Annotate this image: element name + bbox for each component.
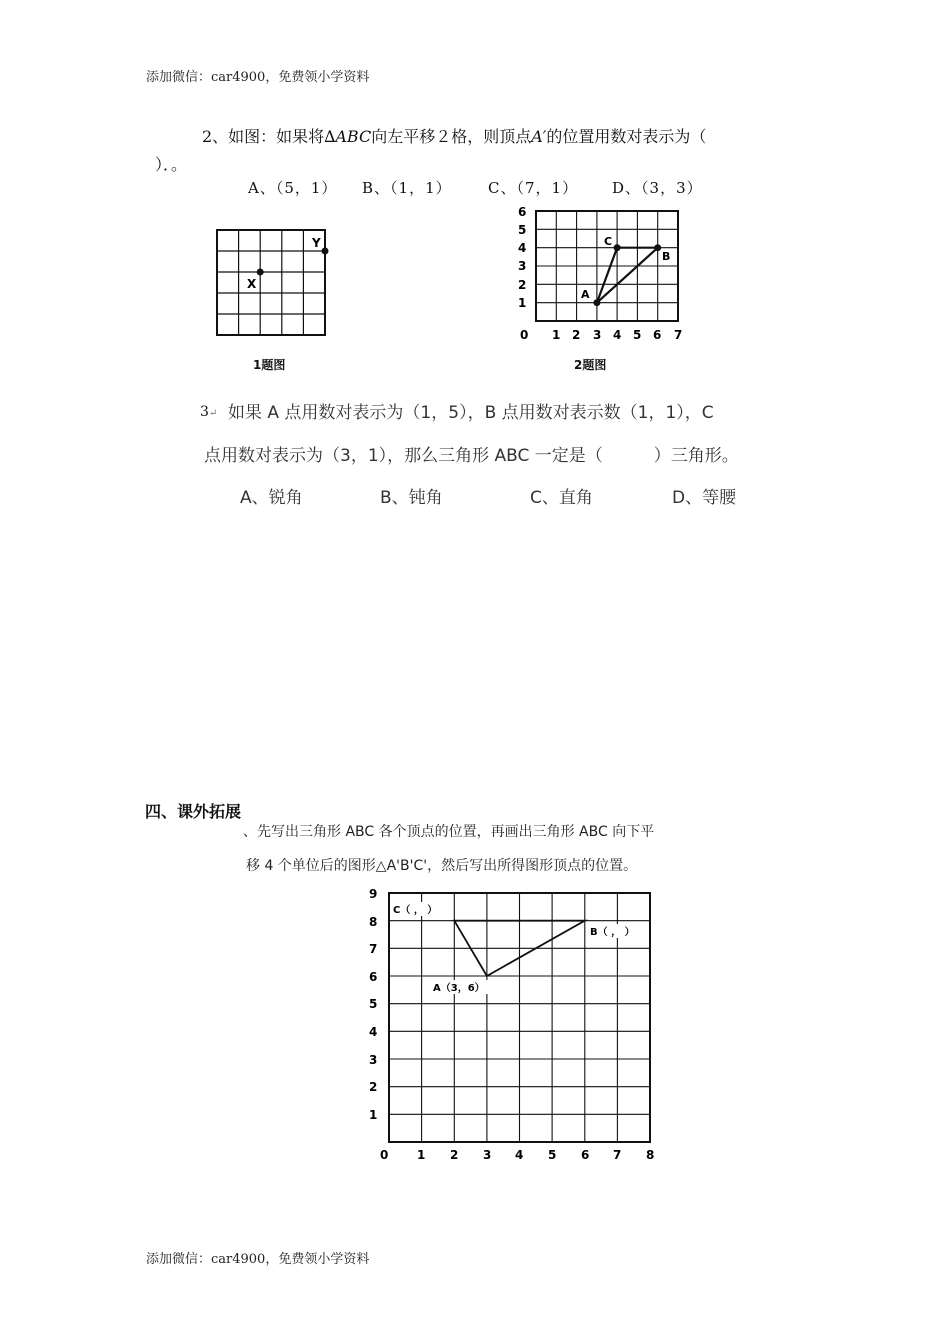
- q2-option-c: C、（7，1）: [488, 179, 579, 197]
- point-x-label: X: [247, 277, 257, 291]
- y-tick: 8: [369, 915, 378, 929]
- q3-line2: 点用数对表示为（3，1），那么三角形 ABC 一定是（ ）三角形。: [204, 446, 739, 466]
- q3-option-c: C、直角: [530, 488, 593, 508]
- x-tick: 1: [552, 328, 561, 342]
- q2-vertex: A′: [531, 127, 547, 146]
- y-tick: 5: [369, 997, 378, 1011]
- page-footer: 添加微信：car4900，免费领小学资料: [146, 1252, 370, 1267]
- vertex-b-label: B: [662, 250, 671, 263]
- x-tick: 3: [593, 328, 602, 342]
- q2-option-b: B、（1，1）: [362, 179, 452, 197]
- x-tick: 4: [613, 328, 622, 342]
- y-tick: 1: [518, 296, 527, 310]
- x-tick: 8: [646, 1148, 655, 1162]
- figure-2-caption: 2题图: [574, 358, 607, 372]
- page-header: 添加微信：car4900，免费领小学资料: [146, 70, 370, 85]
- section4-line2: 移 4 个单位后的图形△A'B'C'，然后写出所得图形顶点的位置。: [246, 858, 638, 874]
- y-tick: 6: [369, 970, 378, 984]
- x-tick: 5: [548, 1148, 557, 1162]
- question-2-line1: [202, 124, 706, 147]
- x-tick: 2: [572, 328, 581, 342]
- figure-2-grid: [508, 200, 693, 350]
- q2-option-d: D、（3，3）: [612, 179, 703, 197]
- vertex-a-label: A: [581, 288, 590, 301]
- vertex-b-label: B（ ， ）: [590, 927, 635, 938]
- x-tick: 7: [674, 328, 683, 342]
- vertex-a-label: A（3，6）: [433, 983, 485, 994]
- x-tick: 2: [450, 1148, 459, 1162]
- y-tick: 2: [518, 278, 527, 292]
- x-tick: 6: [581, 1148, 590, 1162]
- section-title: 四、课外拓展: [145, 802, 242, 821]
- q2-option-a: A、（5，1）: [248, 179, 338, 197]
- point-y-dot: [322, 248, 329, 255]
- vertex-c-label: C（ ， ）: [393, 905, 438, 916]
- q2-middle: 向左平移２格，则顶点: [371, 127, 532, 146]
- y-tick: 6: [518, 205, 527, 219]
- y-tick: 7: [369, 942, 378, 956]
- section4-line1: 、先写出三角形 ABC 各个顶点的位置，再画出三角形 ABC 向下平: [243, 824, 655, 840]
- question-2-line2: ）．。: [155, 155, 188, 174]
- y-tick: 3: [518, 259, 527, 273]
- q3-option-b: B、钝角: [380, 488, 443, 508]
- x-tick: 7: [613, 1148, 622, 1162]
- point-y-label: Y: [312, 236, 321, 250]
- x-tick: 5: [633, 328, 642, 342]
- y-tick: 2: [369, 1080, 378, 1094]
- q3-number: 3↵: [200, 404, 218, 420]
- figure-1-grid: [210, 225, 340, 340]
- x-tick: 1: [417, 1148, 426, 1162]
- q2-suffix: 的位置用数对表示为（: [546, 127, 707, 146]
- vertex-c-label: C: [604, 235, 613, 248]
- y-tick: 5: [518, 223, 527, 237]
- q3-line1: 如果 A 点用数对表示为（1，5），B 点用数对表示数（1，1），C: [228, 403, 714, 423]
- y-tick: 9: [369, 887, 378, 901]
- y-tick: 1: [369, 1108, 378, 1122]
- q2-triangle: ∆ABC: [324, 127, 372, 146]
- point-x-dot: [257, 269, 264, 276]
- q2-prefix: 2、如图：如果将: [202, 127, 325, 146]
- figure-1-caption: 1题图: [253, 358, 286, 372]
- y-tick: 4: [369, 1025, 378, 1039]
- q3-option-d: D、等腰: [672, 488, 737, 508]
- y-tick: 3: [369, 1053, 378, 1067]
- triangle-abc: [597, 248, 658, 303]
- figure-3-grid: [360, 880, 670, 1170]
- x-tick: 4: [515, 1148, 524, 1162]
- x-tick: 0: [520, 328, 529, 342]
- x-tick: 6: [653, 328, 662, 342]
- y-tick: 4: [518, 241, 527, 255]
- x-tick: 3: [483, 1148, 492, 1162]
- q3-option-a: A、锐角: [240, 488, 303, 508]
- x-tick: 0: [380, 1148, 389, 1162]
